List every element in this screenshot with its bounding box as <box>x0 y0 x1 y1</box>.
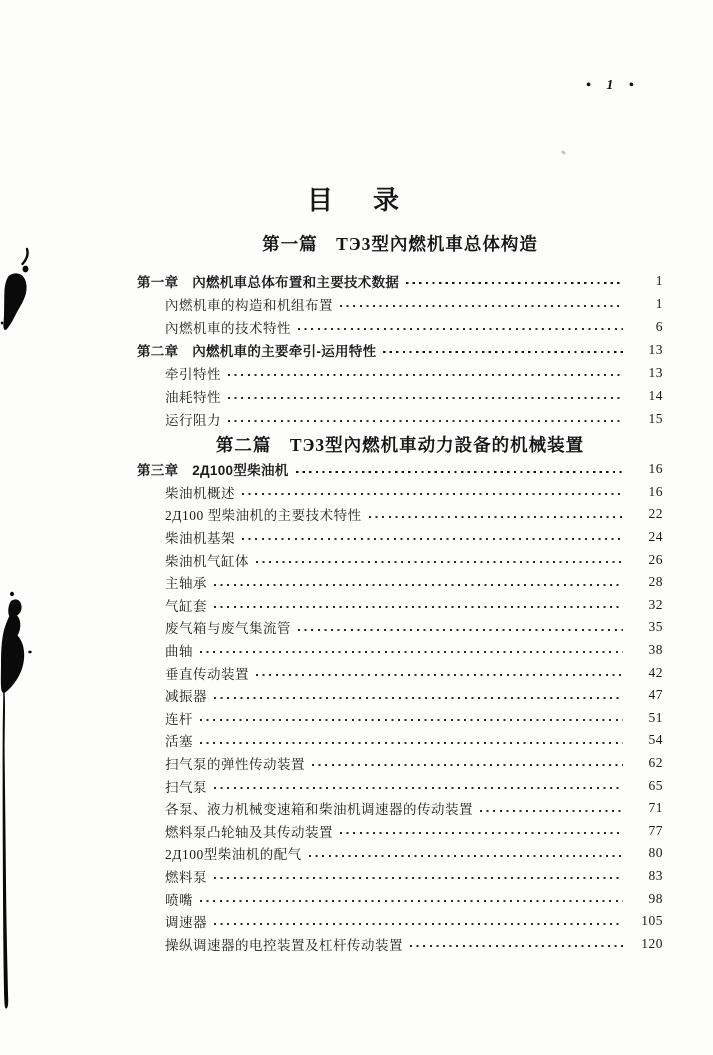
toc-entry-row <box>137 594 663 617</box>
toc-entry-row <box>137 503 663 526</box>
toc-entry-row <box>137 526 663 549</box>
toc-entry-row <box>137 571 663 594</box>
page-ref: 14 <box>648 387 663 403</box>
dot-leader <box>240 481 625 504</box>
toc-entry-label: 运行阻力 <box>165 412 221 428</box>
page-number: • 1 • <box>586 78 640 93</box>
toc-entry-row <box>137 707 663 730</box>
page-ref: 22 <box>648 506 663 522</box>
toc-entry-row <box>137 384 663 407</box>
toc-chapter-row <box>137 458 663 481</box>
toc-part <box>137 232 663 430</box>
dot-leader <box>226 407 625 430</box>
toc-entry-label: 牵引特性 <box>165 366 221 382</box>
toc-entry-label: 调速器 <box>165 915 207 931</box>
page-ref: 1 <box>655 295 663 311</box>
toc-entry-row <box>137 774 663 797</box>
toc-part <box>137 433 663 955</box>
toc-entry-row <box>137 910 663 933</box>
dot-leader <box>212 594 625 617</box>
page-ref: 120 <box>641 935 663 951</box>
page-ref: 13 <box>648 364 663 380</box>
page-ref: 35 <box>648 619 663 635</box>
dot-leader <box>240 526 625 549</box>
toc-entry-row <box>137 842 663 865</box>
page-ref: 105 <box>641 913 663 929</box>
dot-leader <box>212 571 625 594</box>
dot-leader <box>212 910 625 933</box>
toc-entry-row <box>137 820 663 843</box>
toc-entry-row <box>137 661 663 684</box>
dot-leader <box>198 639 625 662</box>
part-heading: 第一篇 ТЭ3型內燃机車总体构造 <box>262 234 538 254</box>
dot-leader <box>212 684 625 707</box>
page-ref: 71 <box>648 800 663 816</box>
toc-entry-row <box>137 639 663 662</box>
dot-leader <box>381 338 625 361</box>
dot-leader <box>307 842 625 865</box>
toc-chapter-row <box>137 338 663 361</box>
toc-entry-row <box>137 887 663 910</box>
page-ref: 80 <box>648 845 663 861</box>
toc-entry-label: 內燃机車的构造和机组布置 <box>165 297 333 313</box>
toc-entry-label: 扫气泵的弹性传动装置 <box>165 757 305 773</box>
page-ref: 98 <box>648 890 663 906</box>
page-ref: 54 <box>648 732 663 748</box>
toc-entry-row <box>137 407 663 430</box>
page-ref: 1 <box>655 272 663 288</box>
toc-entry-label: 各泵、液力机械变速箱和柴油机调速器的传动装置 <box>165 802 473 818</box>
dot-leader <box>212 865 625 888</box>
toc-entry-row <box>137 616 663 639</box>
page-ref: 38 <box>648 642 663 658</box>
page-title: 目 录 <box>306 186 406 215</box>
toc-entry-label: 连杆 <box>165 711 193 727</box>
toc-entry-row <box>137 292 663 315</box>
toc-entry-row <box>137 729 663 752</box>
page-ref: 47 <box>648 687 663 703</box>
toc-entry-label: 第二章 內燃机車的主要牵引-运用特性 <box>137 343 377 359</box>
dot-leader <box>198 707 625 730</box>
dot-leader <box>296 616 625 639</box>
dot-leader <box>226 361 625 384</box>
page-ref: 6 <box>655 318 663 334</box>
page-ref: 77 <box>648 822 663 838</box>
dot-leader <box>404 269 625 292</box>
toc-entry-label: 柴油机概述 <box>165 485 235 501</box>
toc-entry-label: 曲轴 <box>165 644 193 660</box>
page-ref: 62 <box>648 755 663 771</box>
toc-entry-label: 燃料泵凸轮轴及其传动装置 <box>165 824 333 840</box>
page-ref: 26 <box>648 551 663 567</box>
dot-leader <box>296 315 625 338</box>
dot-leader <box>294 458 625 481</box>
page-ref: 65 <box>648 777 663 793</box>
toc-entry-label: 活塞 <box>165 734 193 750</box>
toc-entry-label: 废气箱与废气集流管 <box>165 621 291 637</box>
toc-chapter-row <box>137 269 663 292</box>
dot-leader <box>198 729 625 752</box>
toc-entry-label: 扫气泵 <box>165 779 207 795</box>
toc-entry-label: 减振器 <box>165 689 207 705</box>
page-ref: 13 <box>648 341 663 357</box>
toc-entry-label: 第三章 2Д100型柴油机 <box>137 463 289 479</box>
toc-list <box>137 232 663 955</box>
toc-entry-row <box>137 865 663 888</box>
page-ref: 16 <box>648 461 663 477</box>
toc-entry-row <box>137 548 663 571</box>
toc-entry-label: 气缸套 <box>165 598 207 614</box>
page-ref: 51 <box>648 709 663 725</box>
toc-entry-row <box>137 932 663 955</box>
toc-entry-label: 柴油机气缸体 <box>165 553 249 569</box>
toc-entry-label: 2Д100 型柴油机的主要技术特性 <box>165 508 362 524</box>
toc-entry-label: 主轴承 <box>165 576 207 592</box>
dot-leader <box>367 503 625 526</box>
page-ref: 28 <box>648 574 663 590</box>
toc-entry-label: 第一章 內燃机車总体布置和主要技术数据 <box>137 274 400 290</box>
dot-leader <box>408 932 625 955</box>
page-ref: 42 <box>648 664 663 680</box>
toc-entry-row <box>137 315 663 338</box>
page-ref: 15 <box>648 410 663 426</box>
toc-entry-label: 喷嘴 <box>165 892 193 908</box>
toc-entry-row <box>137 752 663 775</box>
page-ref: 83 <box>648 867 663 883</box>
dot-leader <box>338 292 625 315</box>
dot-leader <box>478 797 625 820</box>
toc-entry-label: 油耗特性 <box>165 389 221 405</box>
page-ref: 24 <box>648 529 663 545</box>
part-heading: 第二篇 ТЭ3型內燃机車动力設备的机械装置 <box>215 435 585 455</box>
dot-leader <box>310 752 625 775</box>
page-ref: 16 <box>648 483 663 499</box>
toc-entry-row <box>137 797 663 820</box>
toc-entry-label: 操纵调速器的电控装置及杠杆传动装置 <box>165 937 403 953</box>
toc-entry-row <box>137 481 663 504</box>
dot-leader <box>226 384 625 407</box>
dot-leader <box>254 548 625 571</box>
toc-entry-label: 內燃机車的技术特性 <box>165 320 291 336</box>
toc-entry-label: 柴油机基架 <box>165 531 235 547</box>
toc-entry-label: 垂直传动装置 <box>165 666 249 682</box>
dot-leader <box>198 887 625 910</box>
toc-entry-row <box>137 361 663 384</box>
page-ref: 32 <box>648 596 663 612</box>
toc-entry-row <box>137 684 663 707</box>
dot-leader <box>254 661 625 684</box>
toc-entry-label: 2Д100型柴油机的配气 <box>165 847 302 863</box>
toc-entry-label: 燃料泵 <box>165 869 207 885</box>
dot-leader <box>338 820 625 843</box>
dot-leader <box>212 774 625 797</box>
